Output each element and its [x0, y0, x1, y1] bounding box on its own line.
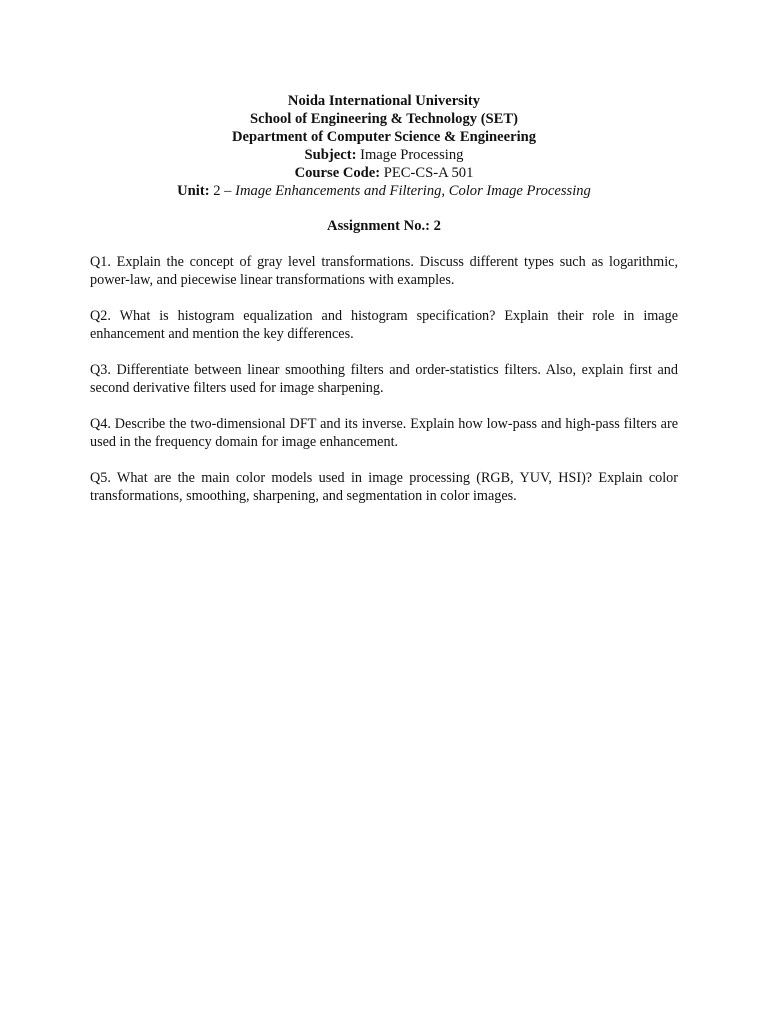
subject-line: [90, 146, 678, 164]
unit-number: 2 –: [213, 183, 232, 199]
question-1: Q1. Explain the concept of gray level transformations. Discuss different types such as logarithmic, power-law, and piecewise linear transformations with examples.: [90, 254, 678, 288]
school-name: School of Engineering & Technology (SET): [250, 111, 518, 127]
university-name: Noida International University: [287, 93, 481, 109]
course-code-value: PEC-CS-A 501: [383, 165, 474, 181]
unit-title: Image Enhancements and Filtering, Color Image Processing: [235, 183, 591, 199]
question-2: Q2. What is histogram equalization and histogram specification? Explain their role in image enhancement and mention the key differences.: [90, 308, 678, 342]
unit-label: Unit:: [177, 183, 210, 199]
course-code-line: [90, 164, 678, 182]
department-name: Department of Computer Science & Engineering: [231, 129, 537, 145]
question-list: [90, 253, 678, 523]
subject-label: Subject:: [304, 147, 357, 163]
unit-line: [90, 182, 678, 200]
assignment-title: Assignment No.: 2: [327, 218, 441, 234]
subject-value: Image Processing: [360, 147, 464, 163]
document-header: [90, 92, 678, 200]
question-5: Q5. What are the main color models used in image processing (RGB, YUV, HSI)? Explain color transformations, smoothing, sharpening, and segmentation in color images.: [90, 470, 678, 504]
question-3: Q3. Differentiate between linear smoothing filters and order-statistics filters. Also, explain first and second derivative filters used for image sharpening.: [90, 362, 678, 396]
course-code-label: Course Code:: [294, 165, 381, 181]
question-4: Q4. Describe the two-dimensional DFT and its inverse. Explain how low-pass and high-pass filters are used in the frequency domain for image enhancement.: [90, 416, 678, 450]
